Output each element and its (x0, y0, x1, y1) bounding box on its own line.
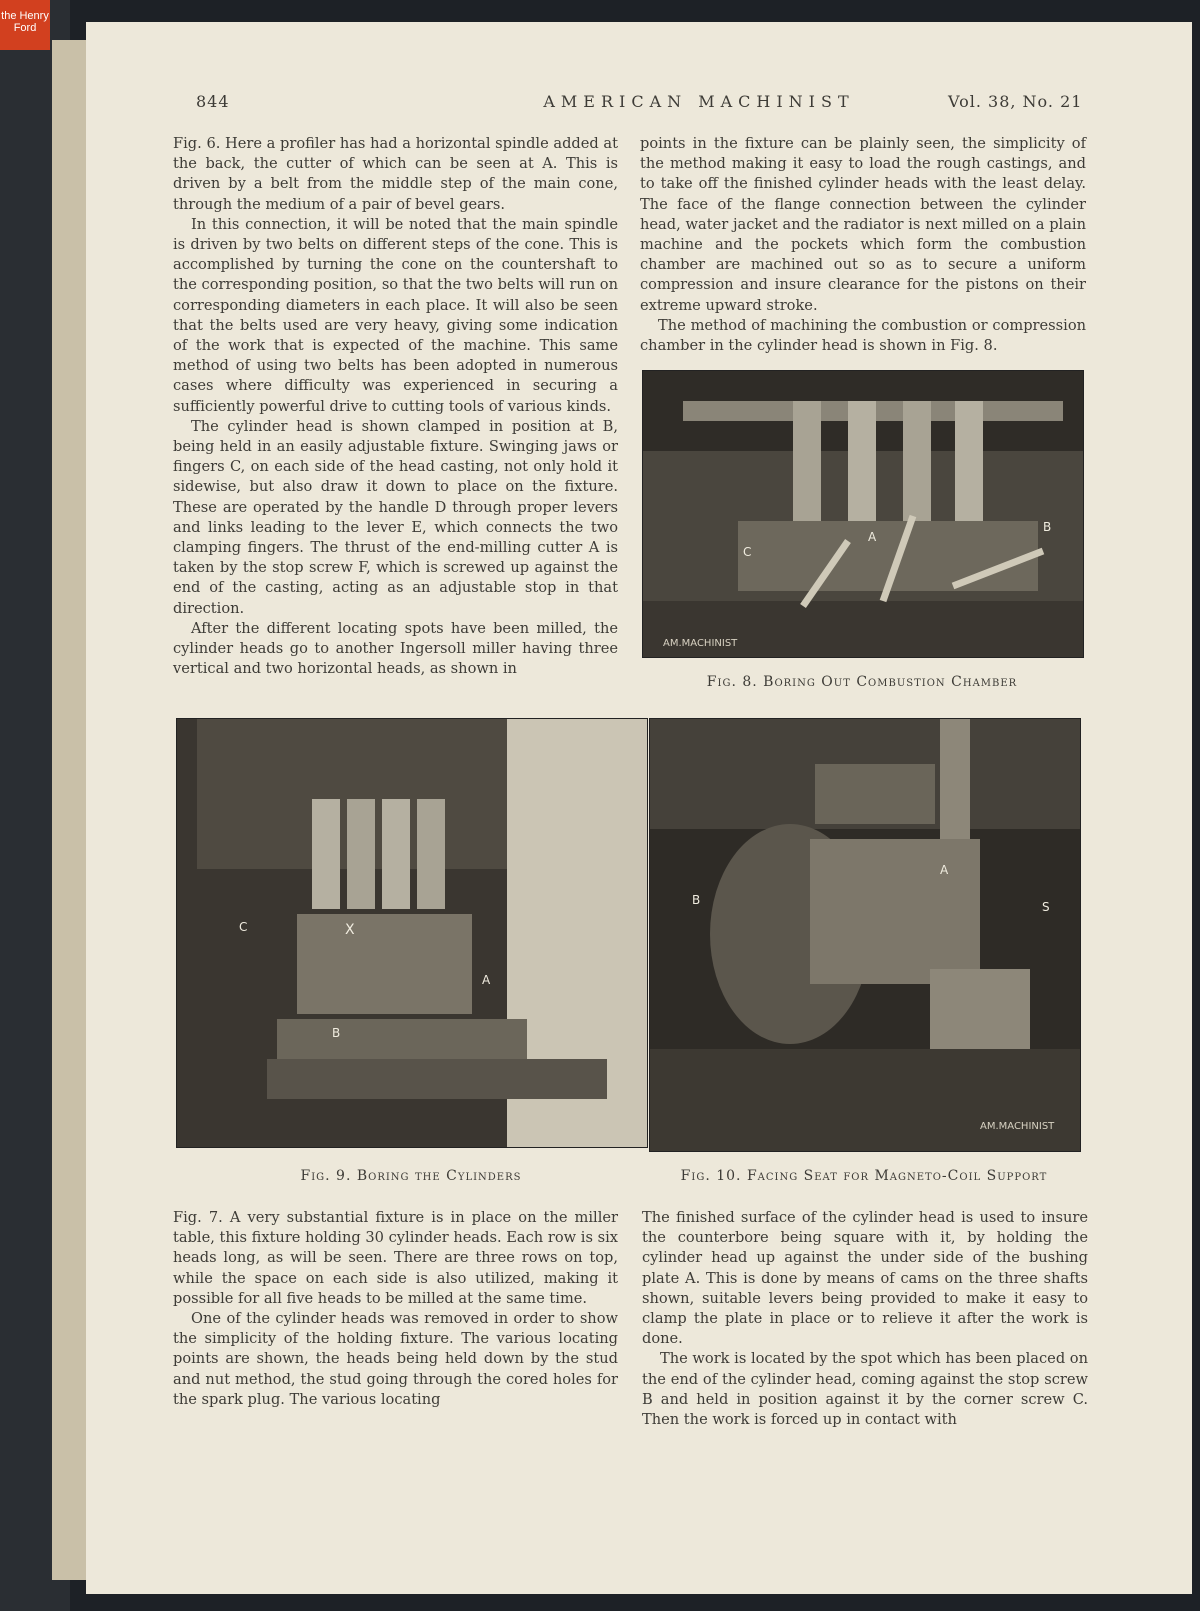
fig10-label-b: B (692, 893, 701, 907)
fig8-caption: Fig. 8. Boring Out Combustion Chamber (706, 674, 1018, 690)
fig9-label-b: B (332, 1026, 341, 1040)
paragraph: The cylinder head is shown clamped in position at B, being held in an easily adjustable fixture. Swinging jaws or fingers C, on each side of the head casting, not only hold it sidewise, but also draw it down to place on the fixture. These are operated by the handle D through proper levers and links leading to the lever E, which connects the two clamping fingers. The thrust of the end-milling cutter A is taken by the stop screw F, which is screwed up against the end of the casting, acting as an adjustable stop in that direction. (173, 417, 618, 617)
paragraph: In this connection, it will be noted that the main spindle is driven by two belts on different steps of the cone. This is accomplished by turning the cone on the countershaft to the corresponding position, so that the two belts will run on corresponding diameters in each place. It will also be seen that the belts used are very heavy, giving some indication of the work that is expected of the machine. This same method of using two belts has been adopted in numerous cases where difficulty was experienced in securing a sufficiently powerful drive to cutting tools of various kinds. (173, 215, 618, 415)
journal-page (86, 22, 1192, 1594)
paragraph: One of the cylinder heads was removed in order to show the simplicity of the holding fixture. The various locating points are shown, the heads being held down by the stud and nut method, the stud going through the cored holes for the spark plug. The various locating (173, 1310, 618, 1408)
archive-logo: the Henry Ford (0, 0, 50, 50)
paragraph: Fig. 7. A very substantial fixture is in place on the miller table, this fixture holding 30 cylinder heads. Each row is six heads long, as will be seen. There are three rows on top, while the space on each side is also utilized, making it possible for all five heads to be milled at the same time. (173, 1209, 618, 1307)
column-left-bottom (173, 1208, 618, 1410)
fig8-label-c: C (743, 545, 752, 559)
fig9-photo (176, 718, 648, 1148)
fig9-label-c: C (239, 920, 248, 934)
fig10-label-a: A (940, 863, 949, 877)
paragraph: Fig. 6. Here a profiler has had a horizontal spindle added at the back, the cutter of which can be seen at A. This is driven by a belt from the middle step of the main cone, through the medium of a pair of bevel gears. (173, 135, 618, 213)
paragraph: The finished surface of the cylinder head is used to insure the counterbore being square with it, by holding the cylinder head up against the under side of the bushing plate A. This is done by means of cams on the three shafts shown, suitable levers being provided to make it easy to clamp the plate in place or to relieve it after the work is done. (642, 1209, 1088, 1348)
fig10-caption: Fig. 10. Facing Seat for Magneto-Coil Support (680, 1168, 1048, 1184)
fig8-watermark: AM.MACHINIST (663, 638, 738, 649)
paragraph: After the different locating spots have been milled, the cylinder heads go to another Ingersoll miller having three vertical and two horizontal heads, as shown in (173, 619, 618, 678)
fig9-caption: Fig. 9. Boring the Cylinders (300, 1168, 522, 1184)
fig8-label-b: B (1043, 520, 1052, 534)
fig8-label-a: A (868, 530, 877, 544)
paragraph: The work is located by the spot which has been placed on the end of the cylinder head, coming against the stop screw B and held in position against it by the corner screw C. Then the work is forced up in contact with (642, 1350, 1088, 1429)
column-right-bottom (642, 1208, 1088, 1430)
fig10-label-s: S (1042, 900, 1050, 914)
column-right-top (640, 134, 1086, 356)
paragraph: points in the fixture can be plainly seen, the simplicity of the method making it easy to load the rough castings, and to take off the finished cylinder heads with the least delay. The face of the flange connection between the cylinder head, water jacket and the radiator is next milled on a plain machine and the pockets which form the combustion chamber are machined out so as to secure a uniform compression and insure clearance for the pistons on their extreme upward stroke. (640, 135, 1086, 314)
fig8-photo (642, 370, 1084, 658)
page-number: 844 (196, 92, 230, 111)
volume-number: Vol. 38, No. 21 (948, 92, 1083, 111)
fig10-photo (649, 718, 1081, 1152)
fig10-watermark: AM.MACHINIST (980, 1121, 1055, 1132)
fig9-label-a: A (482, 973, 491, 987)
journal-title: AMERICAN MACHINIST (543, 92, 855, 111)
paragraph: The method of machining the combustion or compression chamber in the cylinder head is shown in Fig. 8. (640, 316, 1086, 355)
column-left-top (173, 134, 618, 679)
fig9-label-x: X (345, 922, 355, 938)
